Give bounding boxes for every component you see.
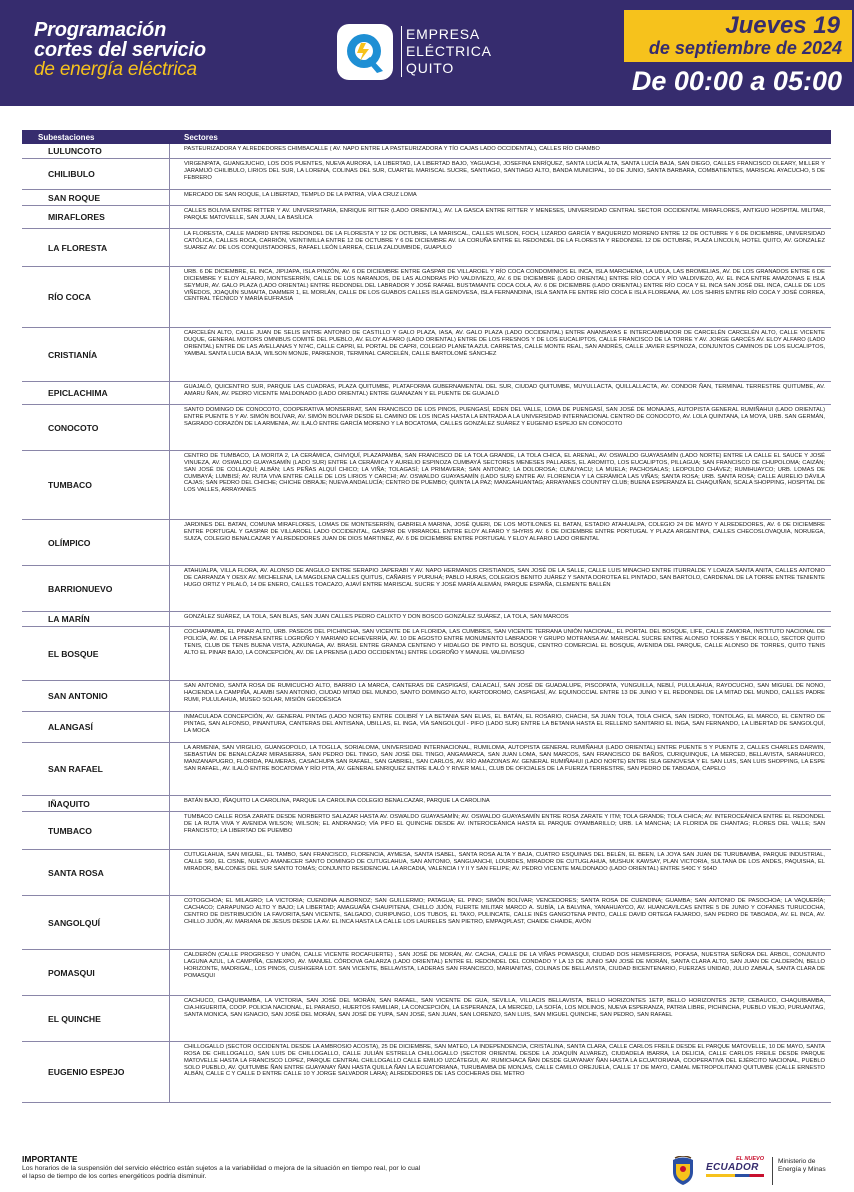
- sectors-list: BATÁN BAJO, IÑAQUITO LA CAROLINA, PARQUE LA CAROLINA COLEGIO BENALCAZAR, PARQUE LA CAROLINA: [184, 798, 490, 804]
- table-row: [22, 712, 831, 743]
- table-row: [22, 796, 831, 812]
- table-row: [22, 405, 831, 451]
- company-name-line-2: ELÉCTRICA: [406, 43, 492, 59]
- table-row: [22, 382, 831, 405]
- sectors-list: SANTO DOMINGO DE CONOCOTO, COOPERATIVA MONSERRAT, SAN FRANCISCO DE LOS PINOS, PUENGASÍ, EDEN DEL VALLE, LOMA DE PUENGASÍ, SAN JOSÉ DE MONAJAS, AUTOPISTA GENERAL RUMIÑAHUI (LADO ORIENTAL) ENTRE PUENTE 5 Y AV. SIMÓN BOLÍVAR, AV. SIMÓN BOLIVAR DESDE EL CAMINO DE LOS INCAS HASTA LA ENTRADA A LA UNIVERSIDAD INTERNACIONAL CENTRO DE CONOCOTO, AV. LOLA QUINTANA, LA MOYA, URB. SAN GERMÁN, SAGRADO CORAZÓN DE LA ARMENIA, AV. ILALÓ ENTRE GARCÍA MORENO Y LA BOCATOMA, CALLES GONZÁLEZ SUÁREZ Y EUGENIO ESPEJO EN CONOCOTO: [184, 407, 825, 427]
- substation-name: BARRIONUEVO: [22, 566, 170, 611]
- substation-name: ALANGASÍ: [22, 712, 170, 742]
- time-range: De 00:00 a 05:00: [631, 66, 842, 96]
- ecuador-brand: [706, 1156, 764, 1177]
- table-row: [22, 627, 831, 681]
- sectors-list: CARCELÉN ALTO, CALLE JUAN DE SELIS ENTRE ANTONIO DE CASTILLO Y GALO PLAZA, IASA, AV. GALO PLAZA (LADO OCCIDENTAL) ENTRE ANANSAYAS E INTERCAMBIADOR DE CARCELÉN CARCELÉN ALTO, CALLE VICENTE DUQUE, GENERAL MOTORS OMNIBUS COMITÉ DEL PUEBLO, AV. ELOY ALFARO (LADO ORIENTAL) ENTRE DE LOS FRESNOS Y DE LOS EUCALIPTOS, CALLE FRANCISCO DE LA TORRE Y AV. JORGE GARCÉS AV. ELOY ALFARO (LADO ORIENTAL) ENTRE DE LAS AVELLANAS Y N74C, CALLE CAPRI, EL PORTAL DE CAPRI, COLEGIO PLANETA AZUL CARRETAS, CALLE MONTE REAL, SAN ANDRÉS, CALLE JAVIER ESPINOZA, CONJUNTOS CAMINOS DE LOS EUCALIPTOS, YAMBAL SANTA LUCIA BAJA, WILSON MONJE, PARKENOR, TERMINAL CARCELÉN, CALLE BARTOLOMÉ SÁNCHEZ: [184, 330, 825, 357]
- table-row: [22, 520, 831, 566]
- substation-name: IÑAQUITO: [22, 796, 170, 811]
- ministry-line-2: Energía y Minas: [778, 1165, 826, 1173]
- substation-name: POMASQUI: [22, 950, 170, 995]
- substation-name: EL QUINCHE: [22, 996, 170, 1041]
- sectors-list: CALLES BOLIVIA ENTRE RITTER Y AV. UNIVERSITARIA, ENRIQUE RITTER (LADO ORIENTAL), AV. LA GASCA ENTRE RITTER Y MENESES, UNIVERSIDAD CENTRAL SECTOR OCCIDENTAL MIRAFLORES, ANTIGUO HOSPITAL MILITAR, PARQUE MATOVELLE, SAN JUAN, LA BASÍLICA: [184, 208, 825, 221]
- sectors-list: VIRGENPATA, GUANGJUCHO, LOS DOS PUENTES, NUEVA AURORA, LA LIBERTAD, LA LIBERTAD BAJO, YAGUACHI, JOSEFINA ENRÍQUEZ, SANTA LUCÍA ALTA, SANTA LUCÍA BAJA, SAN DIEGO, CALLES FRANCISCO OLEARY, MILLER Y JARAMIJÓ CHILIBULO, LIRIOS DEL SUR, LA LORENA, COLINAS DEL SUR, CUARTEL MARISCAL SUCRE, SANTIAGO, SANTIAGO ALTO, BANDA MUNICIPAL, 10 DE JUNIO, SANTA BARBARA, COMBATIENTES, MARISCAL AYACUCHO, 5 DE FEBRERO: [184, 161, 825, 181]
- table-row: [22, 328, 831, 382]
- substation-name: EL BOSQUE: [22, 627, 170, 680]
- table-row: [22, 896, 831, 950]
- table-row: [22, 950, 831, 996]
- table-row: [22, 743, 831, 796]
- sectors-list: TUMBACO CALLE ROSA ZARATE DESDE NORBERTO SALAZAR HASTA AV. OSWALDO GUAYASAMÍN; AV. OSWALDO GUAYASAMÍN ENTRE ROSA ZARATE Y ITM; TOLA GRANDE; TOLA CHICA; AV. INTEROCEÁNICA ENTRE EL REDONDEL DE LA RUTA VIVA Y AVENIDA WILSON; WILSON; EL ANDRANGO; VÍA PIFO EL QUINCHE DESDE AV. INTEROCEÁNICA HASTA EL PARQUE OYAMBARILLO; URB. LA MANCHA; LA FLORIDA DE CHANTAG; FLORES DEL VALLE; SAN FRANCISTO; LA LIBERTAD DE PUEMBO: [184, 814, 825, 834]
- sectors-list: COCHAPAMBA, EL PINAR ALTO, URB. PASEOS DEL PICHINCHA, SAN VICENTE DE LA FLORIDA, LAS CUMBRES, SAN VICENTE TERRANA UNIÓN NACIONAL, EL PORTAL DEL BOSQUE, LIFE, CALLE ZAMORA, INSTITUTO NACIONAL DE POLICÍA, AV. DE LA PRENSA ENTRE LOGROÑO Y MARIANO ECHEVERRÍA, AV. 10 DE AGOSTO ENTRE MONUMENTO LABRADOR Y GRUPO MOTRANSA AV. MARISCAL SUCRE ENTRE ALONSO TORRES Y BECK ROLLO, SECTOR QUITO TENIS, CLUB DE TENIS BUENA VISTA, AZKUNAGA, AV. BRASIL ENTRE GRANDA CENTENO Y HIDALGO DE PINTO EL BOSQUE, CENTRO COMERCIAL EL BOSQUE, AVENIDA DEL PARQUE, CALLE ALONSO DE TORRES, QUITO TENIS ALTO EL PINAR BAJO, LA CONCEPCIÓN, AV. DE LA PRENSA (LADO OCCIDENTAL) ENTRE LOGROÑO Y MANUEL VALDIVIESO: [184, 629, 825, 656]
- date-box: [624, 10, 852, 62]
- title-line-1: Programación: [34, 19, 167, 41]
- table-row: [22, 612, 831, 627]
- logo-divider: [772, 1157, 773, 1185]
- coat-of-arms-icon: [670, 1156, 696, 1186]
- column-header-substations: Subestaciones: [38, 132, 95, 142]
- important-note: [22, 1154, 422, 1182]
- sectors-list: GONZÁLEZ SUÁREZ, LA TOLA, SAN BLAS, SAN JUAN CALLES PEDRO CALIXTO Y DON BOSCO GONZÁLEZ SUÁREZ, LA TOLA, SAN MARCOS: [184, 614, 569, 620]
- substation-name: TUMBACO: [22, 812, 170, 849]
- company-logo: [335, 24, 535, 84]
- substation-name: EUGENIO ESPEJO: [22, 1042, 170, 1102]
- government-logos: [660, 1154, 840, 1188]
- date-full: de septiembre de 2024: [648, 38, 842, 58]
- sectors-list: GUAJALÓ, QUICENTRO SUR, PARQUE LAS CUADRAS, PLAZA QUITUMBE, PLATAFORMA GUBERNAMENTAL DEL SUR, CIUDAD QUITUMBE, MUYULLACTA, QUILLALLACTA, AV. CONDOR ÑAN, TERMINAL TERRESTRE QUITUMBE, AV. AMARU ÑAN, AV. PEDRO VICENTE MALDONADO (LADO ORIENTAL) ENTRE GUANAZAN Y EL PUENTE DE GUAJALÓ: [184, 384, 825, 397]
- important-title: IMPORTANTE: [22, 1154, 78, 1164]
- table-row: [22, 566, 831, 612]
- date-day: Jueves 19: [725, 12, 840, 39]
- substation-name: SAN RAFAEL: [22, 743, 170, 795]
- table-row: [22, 812, 831, 850]
- substation-name: RÍO COCA: [22, 267, 170, 327]
- sectors-list: CHILLOGALLO (SECTOR OCCIDENTAL DESDE LA AMBROSIO ACOSTA), 25 DE DICIEMBRE, SAN MATEO, LA INDEPENDENCIA, CRISTALINA, SANTA CLARA, CALLE CARLOS FREILE DESDE EL PARQUE MATOVELLE, 10 DE MAYO, SANTA ROSA DE CHILLOGALLO, SAN LUIS DE CHILLOGALLO, CALLE JULIÁN ESTRELLA CHILLOGALLO (SECTOR ORIENTAL DESDE LA JOAQUÍN ALVAREZ), CIUDADELA IBARRA, LA DELICIA, CALLE CARLOS FREILE DESDE PARQUE MATOVELLE HASTA LA FRANCISCO LOPEZ, PARQUE CENTRAL CHILLOGALLO CALLE EMILIO UZCÁTEGUI, AV. RUMICHACA ÑAN DESDE GUAYANAY ÑAN HASTA LA ECUATORIANA, COOPERATIVA DEL EJÉRCITO NACIONAL, PUEBLO SOLO PUEBLO, AV. QUITUMBE ÑAN ENTRE GUAYANAY ÑAN HASTA QUILLA ÑAN LA ECUATORIANA, TURUBAMBA DE MONJAS, CALLE CAMILO OREJUELA, CALLE 17 DE MAYO, CAMAL METROPOLITANO QUITUMBE (CALLE ERNESTO ALBÁN, CALLE C Y CALLE D ENTRE CALLE 10 Y JORGE SALVADOR LARA); ALREDEDORES DE LAS COCHERAS DEL METRO: [184, 1044, 825, 1078]
- eeq-logo-icon: [337, 24, 393, 80]
- substation-name: MIRAFLORES: [22, 206, 170, 228]
- sectors-list: PASTEURIZADORA Y ALREDEDORES CHIMBACALLE ( AV. NAPO ENTRE LA PASTEURIZADORA Y TÍO CAJAS LADO OCCIDENTAL), CALLES RÍO CHAMBO: [184, 146, 600, 152]
- sectors-list: COTOGCHOA; EL MILAGRO; LA VICTORIA; CUENDINA ALBORNOZ; SAN GUILLERMO; PATAGUA; EL PINO; SIMÓN BOLÍVAR; VENCEDORES; SANTA ROSA DE CUENDINA; GUAMBA; SAN ANTONIO DE PASOCHOA; LA VAQUERÍA; CACHACO; CARAPUNGO ALTO Y BAJO; LA LIBERTAD; AMAGUAÑA CHAUPITENA, CHILLO JIJÓN, FUERTE MILITAR MARCO A. SUBÍA, LA BALVINA, YANAHUAYCO, AV. HUANCAVILCAS ENTRE 5 DE JUNIO Y COFANES TURUCOCHA, CENTRO DE DISTRIBUCIÓN LA FAVORITA,SAN VICENTE, SALGADO, CURIPUNGO, LOS TUBOS, EL TAXO, PULINCATE, CALLE INÉS GANGOTENA PINTO, CALLE DAVID ORTEGA FAJARDO, SAN PEDRO DE TABOADA, AV. EL INCA, AV. CHILLO JIJÓN, AV. MARIANA DE JESUS DESDE LA AV. EL INCA HASTA LA CALLE LOS LAURELES SAN PIETRO, EMPAQPLAST, CHAIDE CHAIDE, AVÓN: [184, 898, 825, 925]
- brand-name: ECUADOR: [706, 1162, 759, 1173]
- table-body: [22, 144, 831, 1103]
- substation-name: SANGOLQUÍ: [22, 896, 170, 949]
- sectors-list: LA FLORESTA, CALLE MADRID ENTRE REDONDEL DE LA FLORESTA Y 12 DE OCTUBRE, LA MARISCAL, CALLES WILSON, FOCH, LIZARDO GARCÍA Y BAQUERIZO MORENO ENTRE 12 DE OCTUBRE Y 6 DE DICIEMBRE, UNIVERSIDAD CATÓLICA, CALLES ROCA, CARRIÓN, VEINTIMILLA ENTRE 12 DE OCTUBRE Y 6 DE DICIEMBRE AV. LA CORUÑA ENTRE EL REDONDEL DE LA FLORESTA Y REDONDEL 12 DE OCTUBRE, PLAZA LINCOLN, HOTEL QUITO, AV. GONZALEZ SUAREZ AV. DE LOS CONQUISTADORES, RAFAEL LEÓN LARREA, CELIA ZALDUMBIDE, GUAPULO: [184, 231, 825, 251]
- brand-tagline: EL NUEVO: [735, 1156, 764, 1162]
- company-name-line-1: EMPRESA: [406, 26, 481, 42]
- substation-name: CRISTIANÍA: [22, 328, 170, 381]
- company-name: [401, 26, 492, 77]
- ministry-line-1: Ministerio de: [778, 1158, 816, 1165]
- table-row: [22, 206, 831, 229]
- flag-stripe: [706, 1174, 764, 1177]
- table-row: [22, 451, 831, 520]
- sectors-list: MERCADO DE SAN ROQUE, LA LIBERTAD, TEMPLO DE LA PATRIA, VÍA A CRUZ LOMA: [184, 192, 417, 198]
- substation-name: TUMBACO: [22, 451, 170, 519]
- table-row: [22, 267, 831, 328]
- sectors-list: URB. 6 DE DICIEMBRE, EL INCA, JIPIJAPA, ISLA PINZÓN, AV. 6 DE DICIEMBRE ENTRE GASPAR DE VILLAROEL Y RÍO COCA CONDOMINIOS EL INCA, ISLA MARCHENA, LA UDLA, LAS BROMELIAS, AV. DE LOS GRANADOS ENTRE 6 DE DICIEMBRE Y ELOY ALFARO, MONTESERRÍN, CALLE DE LOS NARANJOS, DE LAS ALONDRAS PÍO VALDIVIEZO, AV. 6 DE DICIEMBRE (LADO ORIENTAL) ENTRE RÍO COCA Y PÍO VALDIVIEZO, AV. EL INCA ENTRE AMAZONAS E ISLA SEYMUR, AV. GALO PLAZA (LADO ORIENTAL) ENTRE REDONDEL DEL LABRADOR Y JOSÉ RAFAEL BUSTAMANTE COCA COLA, AV. 6 DE DICIEMBRE (LADO ORIENTAL) ENTRE RÍO COCA Y EL INCA SAN JOSÉ DEL INCA, CALLE DE LOS VIÑEDOS, JOAQUÍN SUMAITA, DAMMER 1, EL MORLÁN, CALLE DE LOS GUABOS CALLES ISLA GENOVESA, ISLA FERNANDINA, ISLA SANTA FE ENTRE RÍO COCA E ISLA FLOREANA, AV. LOS SHIRIS ENTRE RÍO COCA Y JOSÉ CORREA, CENTRAL TÉCNICO Y MARÍA EUFRASIA: [184, 269, 825, 303]
- table-row: [22, 850, 831, 896]
- sectors-list: SAN ANTONIO, SANTA ROSA DE RUMICUCHO ALTO, BARRIO LA MARCA, CANTERAS DE CASPIGASÍ, CALACALÍ, SAN JOSÉ DE GUADALUPE, PISCOPATA, YUNGUILLA, NEBLÍ, PULULAHUA, RAYOCUCHO, SAN MIGUEL DE NONO, HACIENDA LA CAMPIÑA, ALAMBI SAN ANTONIO, CIUDAD MITAD DEL MUNDO, SANTO DOMINGO ALTO, KARTODROMO, CASPIGASÍ, AV. EQUINOCCIAL ENTRE 13 DE JUNIO Y EL REDONDEL DE LA MITAD DEL MUNDO, CALLES PADRE RUMI, PULULAHUA, MUSEO SOLAR, MISIÓN GEODÉSICA: [184, 683, 825, 703]
- sectors-list: INMACULADA CONCEPCIÓN, AV. GENERAL PINTAG (LADO NORTE) ENTRE COLIBRÍ Y LA BETANIA SAN ELIAS, EL BATÁN, EL ROSARIO, CHACHI, SA JUAN TOLA, TOLA CHICA, SAN ISIDRO, TONTOLAG, EL MARCO, EL CENTRO DE PINTAG, SAN ALFONSO, PINANTURA, CANTERAS DEL ANTISANA, UBILLAS, EL INGA, VÍA SANGOLQUÍ - PIFO (LADO SUR) ENTRE LA BETANIA HASTA EL RELLENO SANITARIO EL INGA, SAN FERNANDO, LA LIBERTAD DE SANGOLQUÍ, LA MOCA: [184, 714, 825, 734]
- substation-name: CHILIBULO: [22, 159, 170, 189]
- company-name-line-3: QUITO: [406, 60, 455, 76]
- table-row: [22, 681, 831, 712]
- table-row: [22, 996, 831, 1042]
- substation-name: EPICLACHIMA: [22, 382, 170, 404]
- substation-name: CONOCOTO: [22, 405, 170, 450]
- sectors-list: CENTRO DE TUMBACO, LA MORITA 2, LA CERÁMICA, CHIVIQUÍ, PLAZAPAMBA, SAN FRANCISCO DE LA TOLA GRANDE, LA TOLA CHICA, EL ARENAL, AV. OSWALDO GUAYASAMÍN (LADO NORTE) ENTRE LA CALLE EL SAUCE Y JOSÉ VINUEZA, AV. OSWALDO GUAYASAMÍN (LADO SUR) ENTRE LA CERÁMICA Y AURELIO ESPINOZA CUMBAYÁ SECTORES MENESES PALLARES, EL AROMITO, LOS EUCALIPTOS, PILLAGUA; SAN FRANCISCO DE CHUPOLOMA; CAIZÁN; SAN JOSÉ DE COLLAQUÍ; ALBÁN; LAS PEÑAS ALQUÍ CHICO; LA VIÑA; TOLAGASÍ; LA PRIMAVERA; SAN ANTONIO; LA DOLOROSA; CUNUYACU; LA MUELA; PACHOSALAS; LEOPOLDO CHÁVEZ; RUMIHUAYCO; URB. LOMAS DE CUMBAYÁ; LUMBISÍ; AV. RUTA VIVA ENTRE CALLE DE LOS LIRIOS Y CARCHI; AV. OSWALDO GUAYASAMÍN (LADO SUR) ENTRE AV. FLORENCIA Y LA CERÁMICA LAS VIÑAS; SANTA ROSA; URB. SANTA ROSA; CALLE AURELIO DÁVILA CAJAS; SAN PEDRO DEL CHICHE; CHICHE OBRAJE; NUEVA ANDALUCÍA; CENTRO DE PUEMBO; QUINTA LA PAZ; MANGAHUANTAG; ARRAYANES COUNTRY CLUB; BUENA ESPERANZA EL CHAQUIÑAN, SCALA SHOPPING, HOSPITAL DE LOS VALLES, ARRAYANES: [184, 453, 825, 494]
- table-header: [22, 130, 831, 144]
- table-row: [22, 190, 831, 206]
- substation-name: OLÍMPICO: [22, 520, 170, 565]
- sectors-list: JARDINES DEL BATAN, COMUNA MIRAFLORES, LOMAS DE MONTESERRÍN, GABRIELA MARINA, JOSÉ QUERI, DE LOS MOTILONES EL BATAN, ESTADIO ATAHUALPA, COLEGIO 24 DE MAYO Y ALREDEDORES, AV. 6 DE DICIEMBRE ENTRE PORTUGAL Y GASPAR DE VILLAROEL LADO OCCIDENTAL, GASPAR DE VIRRAROEL ENTRE ELOY ALFARO Y SHYRIS AV. 6 DE DICIEMBRE ENTRE PORTUGAL Y PLAZA ARGENTINA, CALLES CHECOSLOVAQUIA, NORUEGA, SUIZA, COLEGIO BENALCAZAR Y ALREDEDORES JUAN DE DIOS MARTINEZ, AV. 6 DE DICIEMBRE ENTRE PORTUGAL Y ELOY ALFARO LADO ORIENTAL: [184, 522, 825, 542]
- column-header-sectors: Sectores: [184, 132, 218, 142]
- important-text: Los horarios de la suspensión del servicio eléctrico están sujetos a la variabilidad o mejora de la situación en tiempo real, por lo cual el lapso de tiempo de los cortes energéticos podría disminuir.: [22, 1165, 421, 1181]
- sectors-list: CALDERÓN (CALLE PROGRESO Y UNIÓN, CALLE VICENTE ROCAFUERTE) , SAN JOSÉ DE MORÁN, AV. CACHA, CALLE DE LA VIÑAS POMASQUI, CIUDAD DOS HEMISFERIOS, POFASA, NUESTRA SEÑORA DEL ÁRBOL, CONJUNTO LAGUNA AZUL, LA CAMPIÑA, CEMEXPO, AV. MANUEL CÓRDOVA GALARZA (LADO ORIENTAL) ENTRE EL REDONDEL DEL CONDADO Y LA 13 DE JUNIO SAN JOSÉ DE MORÁN, SANTA CLARA ALTO, SAN JUAN DE CALDERÓN, BELLO HORIZONTE, MADRIGAL, LOS PINOS, CUSHIGERA LOT. SAN VICENTE, BELLAVISTA, LADERAS SAN FRANCISCO, MARIANITAS, COLINAS DE BELLAVISTA, CIUDAD BICENTENARIO, FUERZAS UNIDAD, JULIO ZABALA, SANTA CLARA DE POMASQUI: [184, 952, 825, 979]
- header-banner: [0, 0, 854, 106]
- substation-name: LULUNCOTO: [22, 144, 170, 158]
- substation-name: LA FLORESTA: [22, 229, 170, 266]
- ministry-name: [778, 1158, 826, 1173]
- substation-name: SANTA ROSA: [22, 850, 170, 895]
- schedule-table: [22, 130, 831, 1103]
- sectors-list: CUTUGLAHUA, SAN MIGUEL, EL TAMBO, SAN FRANCISCO, FLORENCIA, AYMESA, SANTA ISABEL, SANTA ROSA ALTA Y BAJA, CUATRO ESQUINAS DEL BELÉN, EL BEEN, LA JOYA SAN JUAN DE TURUBAMBA, PARQUE INDUSTRIAL, CALLE S60, EL CISNE, NUEVO AMANECER SANTO DOMINGO DE CUTUGLAHUA, SAN ANTONIO, SANGUANCHI, LOURDES, MIRADOR DE CUTUGLAHUA, MUSHUK KAWSAY, PLAN VICTORIA, SULTANA DE LOS ANDES, PAQUISHA, EL MIRADOR, BALCONES DEL SUR SANTO TOMÁS; CONJUNTO RESIDENCIAL LA ARCADIA, VALENCIA I Y II Y SAN FELIPE; AV. PEDRO VICENTE MALDONADO (LADO ORIENTAL) ENTRE S40C Y S64D: [184, 852, 825, 872]
- table-row: [22, 159, 831, 190]
- table-row: [22, 144, 831, 159]
- title-block: [34, 20, 284, 80]
- sectors-list: CACHUCO, CHAQUIBAMBA, LA VICTORIA, SAN JOSÉ DEL MORÁN, SAN RAFAEL, SAN VICENTE DE GUA, SEVILLA, VILLACIS BELLAVISTA, BELLO HORIZONTES 1ETP, BELLO HORIZONTES 2ETP, CEBAUCO, CHAQUIBAMBA, CIA.HIGUERITA, COOP. POLICIA NACIONAL, EL PARAISO, HUERTOS FAMILIAR, LA CONCEPCIÓN, LA ESPERANZA, LA MERCED, LA SOFÍA, LOS MOLINOS, NUEVA ESPERANZA, PATRIA LIBRE, PICHINCHA, PUEBLO VIEJO, PURUANTAG, SANTA MONICA, SAN IGNACIO, SAN JOSÉ DEL MORÁN, SAN JOSÉ DE YUPA, SAN JOSÉ, SAN JUAN, SAN LORENZO, SAN LUIS, SAN MIGUEL QUINCHE, SAN PEDRO, SAN RAFAEL: [184, 998, 825, 1018]
- substation-name: SAN ROQUE: [22, 190, 170, 205]
- title-line-3: de energía eléctrica: [34, 59, 197, 80]
- table-row: [22, 229, 831, 267]
- substation-name: LA MARÍN: [22, 612, 170, 626]
- substation-name: SAN ANTONIO: [22, 681, 170, 711]
- sectors-list: ATAHUALPA, VILLA FLORA, AV. ALONSO DE ANGULO ENTRE SERAPIO JAPERABI Y AV. NAPO HERMANOS CRISTIANOS, SAN JOSÉ DE LA SALLE, CALLE LUIS MINACHO ENTRE ITURRALDE Y LOAIZA SANTA ANITA, CALLES ANTONIO DE CARRANZA Y OE5X AV. MICHELENA, LA MAGDLENA CALLES QUITUS, CAÑARIS Y PURUHÁ; PABLO HURAS, COLEGIOS BENITO JUÁREZ Y SANTA DOROTEA EL PINTADO, SAN BARTOLO, CARDENAL DE LA TORRE ENTRE TENIENTE HUGO ORTIZ Y PILALÓ, 14 DE ENERO, CALLES TOACAZO, AJAVÍ ENTRE MARISCAL SUCRE Y JOSÉ MARÍA ALEMÁN, PARQUE ESPAÑA, CLEMENTE BALLÉN: [184, 568, 825, 588]
- table-row: [22, 1042, 831, 1103]
- title-line-2: cortes del servicio: [34, 39, 206, 61]
- sectors-list: LA ARMENIA, SAN VIRGILIO, GUANGOPOLO, LA TOGLLA, SORIALOMA, UNIVERSIDAD INTERNACIONAL, RUMILOMA, AUTOPISTA GENERAL RUMIÑAHUI (LADO ORIENTAL) ENTRE PUENTE 5 Y PUENTE 2, CALLES CHARLES DARWIN, SEBASTIÁN DE BENALCÁZAR MIRASIERRA, SAN PEDRO DEL TINGO, SAN JOSÉ DEL TINGO, ANGAMARCA, SAN JUAN LOMA, SAN MARCOS, SAN FRANCISCO DE BAÑOS, CURIQUINQUE, LA MERCED, BELLAVISTA, SARAHURCO, MANZANAPUGRO, FLORIDA, PALMERAS, CASACHUPA SAN RAFAEL, SAN GABRIEL, SAN CARLOS, AV. RÍO AMAZONAS AV. GENERAL RUMIÑAHUI (LADO NORTE) ENTRE ISLA GENOVESA Y EL SAN LUIS, SAN LUIS SHOPPING, LA ESPE SAN RAFAEL, AV. ILALÓ ENTRE BOCATOMA Y RÍO PITA, AV. GENERAL ENRIQUEZ ENTRE ILALÓ Y RIVER MALL, CLUB DE OFICIALES DE LA FUERZA TERRESTRE, SAN PEDRO DE TABOADA, CAPELO: [184, 745, 825, 772]
